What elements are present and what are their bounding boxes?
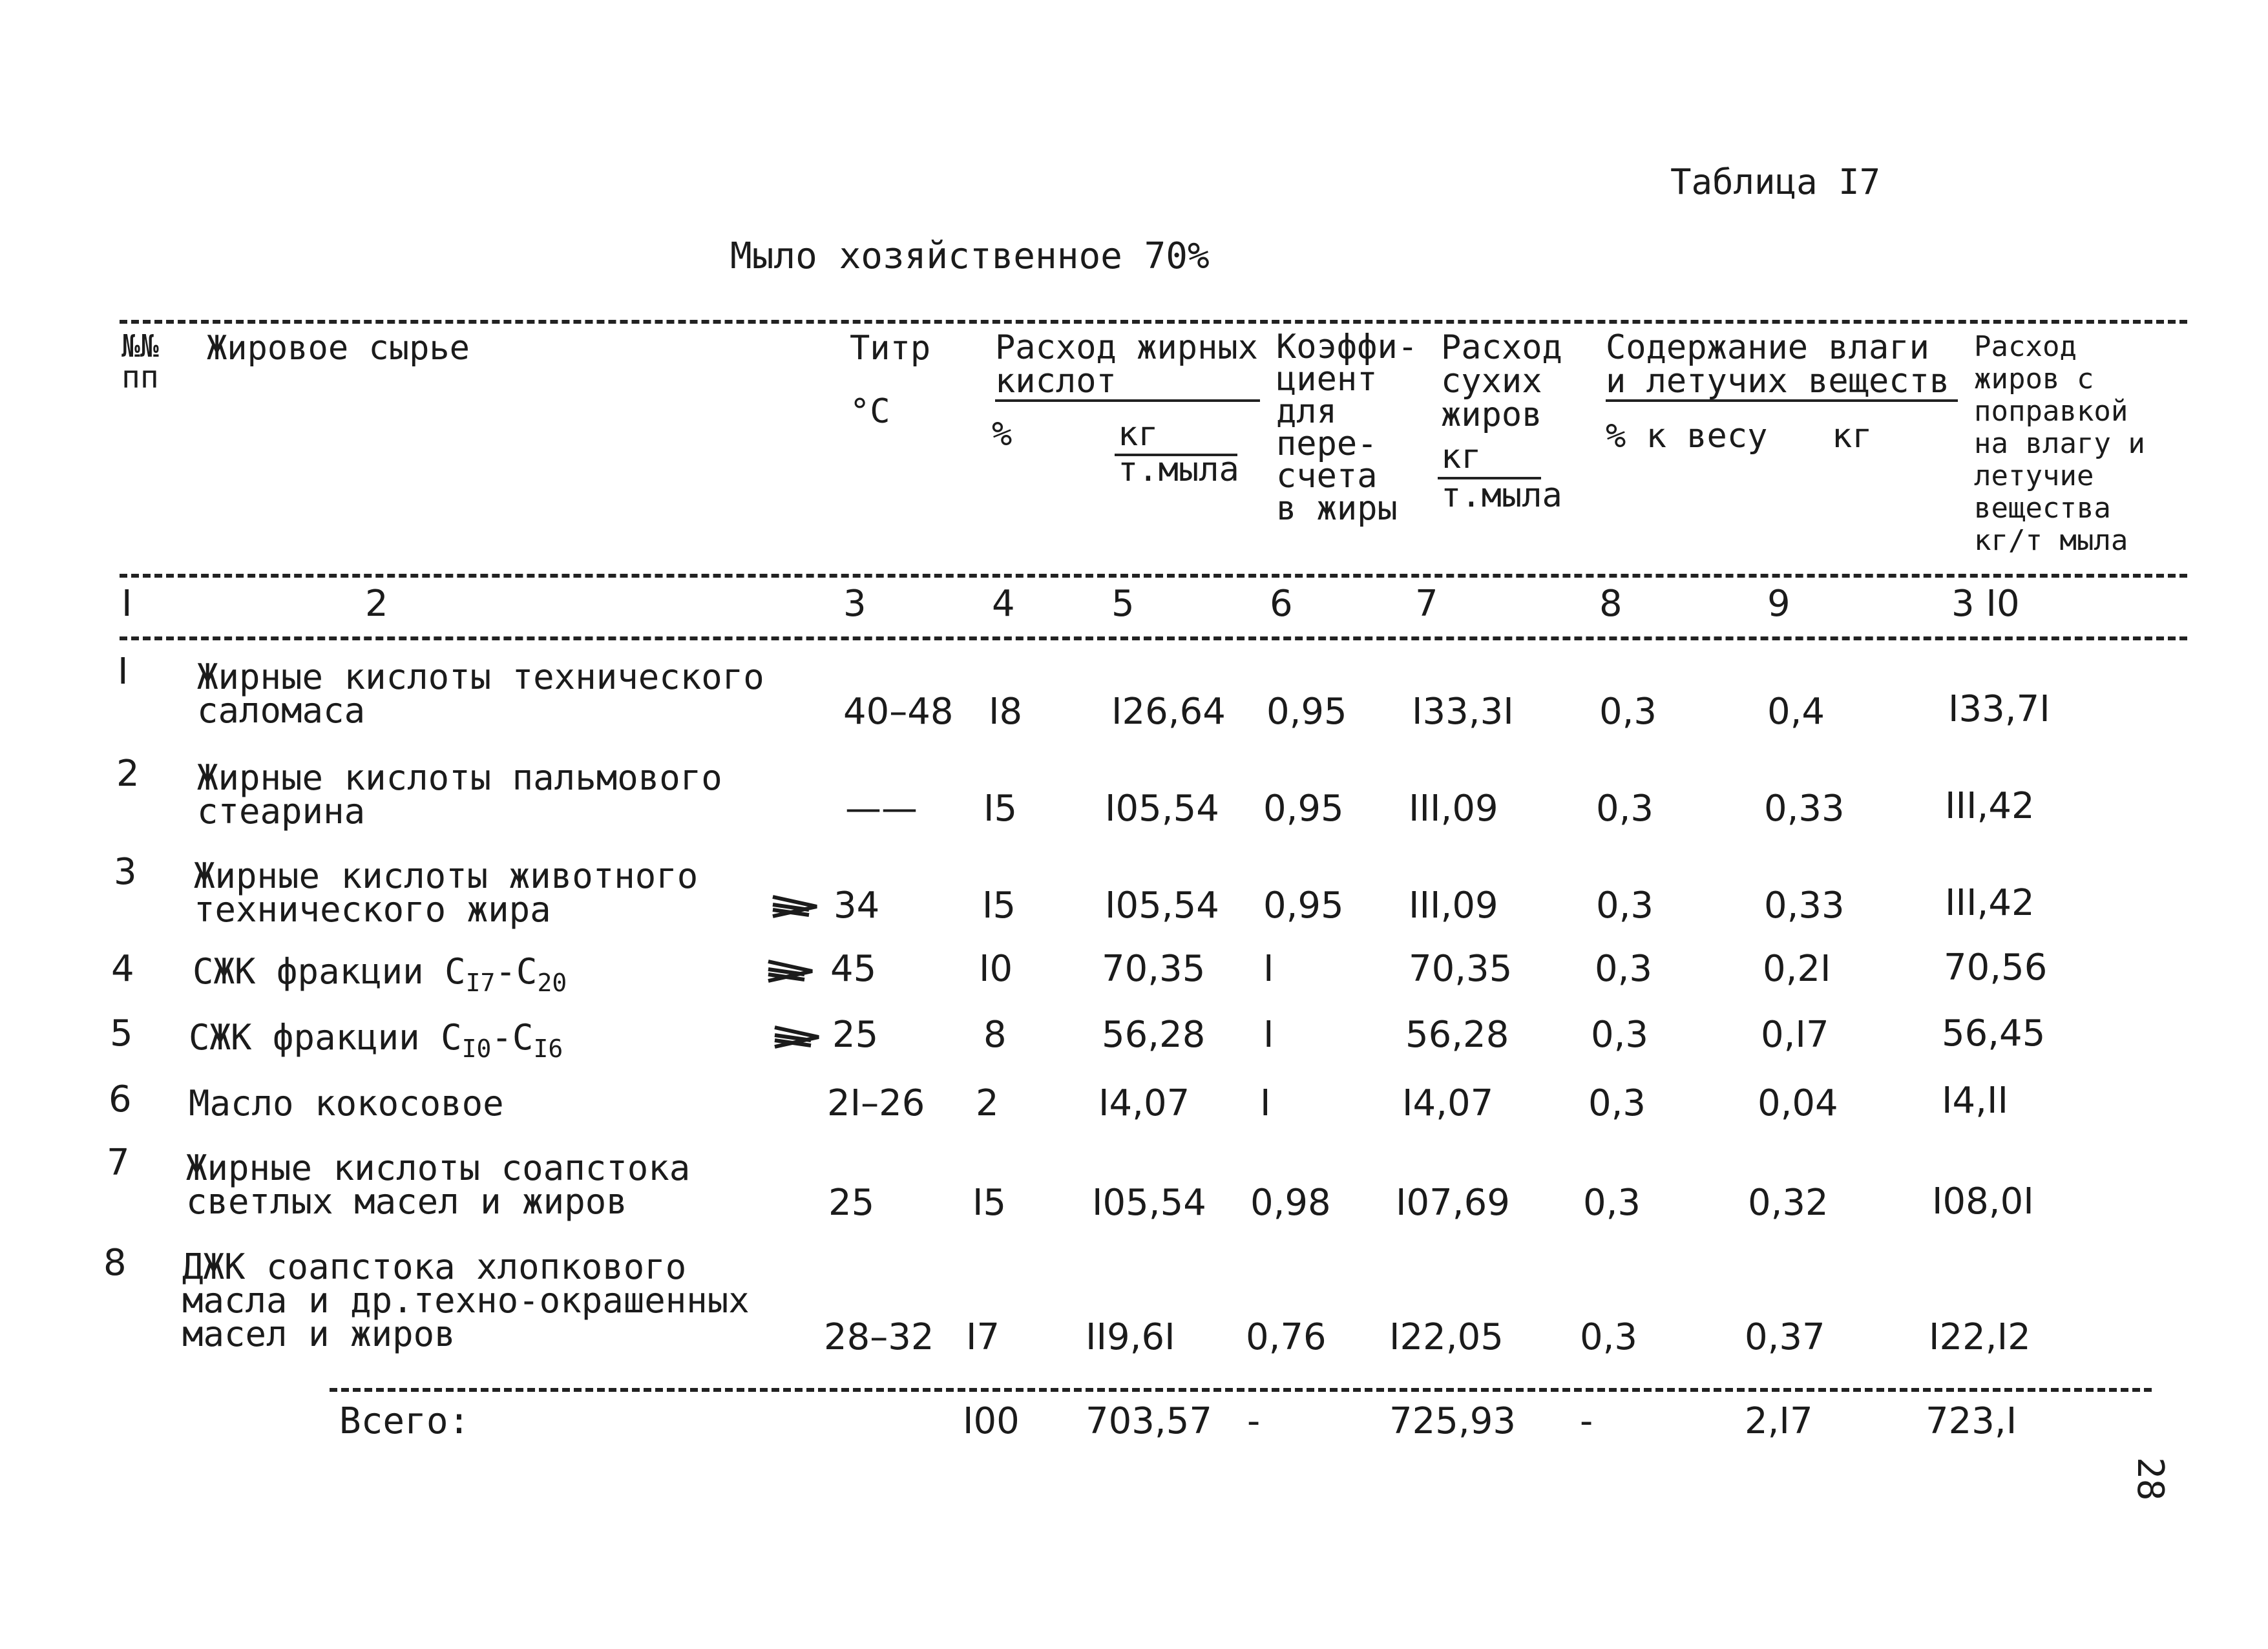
totals-total: 723,I [1926, 1400, 2017, 1442]
cell-pct: 8 [983, 1014, 1007, 1056]
cell-total: I33,7I [1948, 688, 2050, 730]
row-name: Жирные кислоты животного технического жира [194, 856, 698, 930]
totals-pct: I00 [963, 1400, 1020, 1442]
cell-moist-kg: 0,37 [1745, 1316, 1825, 1358]
col-number: 6 [1270, 583, 1293, 625]
cell-dry: I22,05 [1389, 1316, 1504, 1358]
cell-dry: I33,3I [1412, 691, 1514, 733]
row-number: 7 [107, 1142, 130, 1184]
cell-moist-pct: 0,3 [1591, 1014, 1649, 1056]
cell-dry: I4,07 [1402, 1082, 1494, 1124]
row-number: 3 [114, 851, 137, 893]
cell-moist-kg: 0,04 [1758, 1082, 1838, 1124]
cell-coef: I [1263, 1014, 1274, 1056]
col-number: 5 [1111, 583, 1135, 625]
cell-moist-kg: 0,I7 [1761, 1014, 1829, 1056]
cell-kg: I05,54 [1105, 885, 1219, 927]
row-name: Масло кокосовое [189, 1083, 504, 1124]
cell-moist-pct: 0,3 [1588, 1082, 1646, 1124]
header-dry-kg: кг [1441, 437, 1482, 476]
header-dry: Расход сухих жиров [1441, 328, 1562, 434]
cell-moist-kg: 0,32 [1748, 1182, 1829, 1224]
cell-pct: I0 [979, 948, 1013, 990]
header-titr: Титр [850, 329, 931, 368]
cell-total: III,42 [1945, 785, 2035, 827]
cell-pct: I5 [983, 788, 1018, 830]
cell-coef: 0,98 [1250, 1182, 1331, 1224]
header-acids-underline [995, 399, 1260, 402]
row-number: 4 [111, 948, 134, 990]
cell-kg: I26,64 [1111, 691, 1226, 733]
row-name: ДЖК соапстока хлопкового масла и др.техно-окрашенных масел и жиров [182, 1246, 750, 1354]
cell-coef: 0,95 [1263, 885, 1344, 927]
header-titr-unit: °C [850, 392, 890, 431]
col-numbers-bottom-rule [120, 636, 2187, 640]
cell-pct: I5 [972, 1182, 1007, 1224]
header-dry-den: т.мыла [1441, 476, 1562, 515]
table-label: Таблица I7 [1670, 162, 1881, 202]
header-num: №№ пп [121, 328, 159, 395]
totals-dry: 725,93 [1389, 1400, 1516, 1442]
cell-coef: I [1263, 948, 1274, 990]
header-moist-pct: % к весу [1606, 417, 1768, 456]
col-number: I [121, 583, 132, 625]
cell-total: 70,56 [1944, 947, 2048, 989]
totals-label: Всего: [339, 1400, 470, 1442]
col-number: 3 I0 [1951, 583, 2020, 625]
col-number: 3 [843, 583, 866, 625]
cell-moist-pct: 0,3 [1599, 691, 1657, 733]
cell-coef: 0,95 [1266, 691, 1347, 733]
col-number: 2 [365, 583, 388, 625]
cell-titr: 40–48 [843, 691, 954, 733]
row-number: 8 [103, 1242, 127, 1284]
header-acids-kg-den: т.мыла [1118, 450, 1239, 489]
cell-kg: I05,54 [1092, 1182, 1206, 1224]
cell-moist-kg: 0,4 [1767, 691, 1825, 733]
cell-dry: III,09 [1409, 885, 1498, 927]
cell-coef: 0,95 [1263, 788, 1344, 830]
body-bottom-rule [330, 1388, 2152, 1392]
cell-kg: I4,07 [1098, 1082, 1190, 1124]
cell-titr: 45 [830, 948, 877, 990]
row-name: Жирные кислоты пальмового стеарина [197, 757, 722, 832]
col-number: 4 [992, 583, 1015, 625]
cell-total: I4,II [1942, 1080, 2008, 1122]
cell-total: 56,45 [1942, 1013, 2046, 1055]
header-total: Расход жиров с поправкой на влагу и летучие вещества кг/т мыла [1974, 330, 2145, 557]
cell-total: I08,0I [1932, 1181, 2034, 1223]
cell-moist-kg: 0,33 [1764, 788, 1845, 830]
cell-kg: 70,35 [1102, 948, 1206, 990]
cell-coef: I [1260, 1082, 1271, 1124]
cell-coef: 0,76 [1246, 1316, 1327, 1358]
row-number: 2 [116, 753, 140, 795]
header-moist-underline [1606, 399, 1958, 402]
cell-titr: 25 [832, 1014, 879, 1056]
col-number: 9 [1767, 583, 1790, 625]
col-number: 8 [1599, 583, 1622, 625]
cell-pct: 2 [976, 1082, 999, 1124]
cell-kg: 56,28 [1102, 1014, 1206, 1056]
cell-titr: 25 [828, 1182, 875, 1224]
cell-titr: 2I–26 [827, 1082, 925, 1124]
cell-moist-kg: 0,33 [1764, 885, 1845, 927]
cell-dry: 70,35 [1409, 948, 1513, 990]
cell-moist-pct: 0,3 [1580, 1316, 1638, 1358]
cell-total: I22,I2 [1929, 1316, 2031, 1358]
page-title: Мыло хозяйственное 70% [730, 235, 1210, 277]
totals-moist-pct: - [1580, 1400, 1593, 1442]
cell-moist-pct: 0,3 [1583, 1182, 1641, 1224]
cell-kg: II9,6I [1086, 1316, 1175, 1358]
cell-total: III,42 [1945, 882, 2035, 924]
cell-titr: 34 [834, 885, 880, 927]
cell-dry: 56,28 [1405, 1014, 1509, 1056]
header-coef: Коэффи- циент для пере- счета в жиры [1276, 328, 1418, 528]
row-number: 5 [110, 1013, 133, 1055]
cell-moist-pct: 0,3 [1595, 948, 1653, 990]
header-acids-kg: кг [1118, 415, 1159, 454]
row-name: СЖК фракции $C_{I7}-C_{20}$ [193, 951, 567, 997]
row-number: 6 [109, 1078, 132, 1120]
row-number: I [118, 651, 129, 693]
totals-moist-kg: 2,I7 [1745, 1400, 1813, 1442]
cell-moist-pct: 0,3 [1596, 788, 1654, 830]
header-raw: Жировое сырье [207, 329, 470, 368]
header-bottom-rule [120, 574, 2187, 578]
row-name: СЖК фракции $C_{I0}-C_{I6}$ [189, 1017, 563, 1063]
header-moist-kg: кг [1832, 417, 1873, 456]
cell-moist-kg: 0,2I [1763, 948, 1831, 990]
page-number: 28 [2129, 1457, 2171, 1501]
cell-titr: 28–32 [824, 1316, 934, 1358]
cell-pct: I5 [982, 885, 1016, 927]
cell-dry: I07,69 [1396, 1182, 1510, 1224]
cell-moist-pct: 0,3 [1596, 885, 1654, 927]
cell-kg: I05,54 [1105, 788, 1219, 830]
gte-symbol-icon [766, 955, 817, 987]
totals-coef: - [1247, 1400, 1261, 1442]
row-name: Жирные кислоты соапстока светлых масел и жиров [186, 1148, 691, 1222]
cell-pct: I8 [989, 691, 1023, 733]
header-moist: Содержание влаги и летучих веществ [1606, 328, 1950, 401]
table-top-rule [120, 320, 2187, 324]
header-acids-pct: % [992, 415, 1013, 454]
gte-symbol-icon [772, 1021, 824, 1053]
col-number: 7 [1415, 583, 1438, 625]
cell-titr: —— [845, 788, 918, 830]
row-name: Жирные кислоты технического саломаса [197, 656, 764, 731]
header-acids: Расход жирных кислот [995, 328, 1258, 401]
cell-pct: I7 [966, 1316, 1000, 1358]
totals-kg: 703,57 [1086, 1400, 1212, 1442]
cell-dry: III,09 [1409, 788, 1498, 830]
gte-symbol-icon [770, 890, 822, 923]
